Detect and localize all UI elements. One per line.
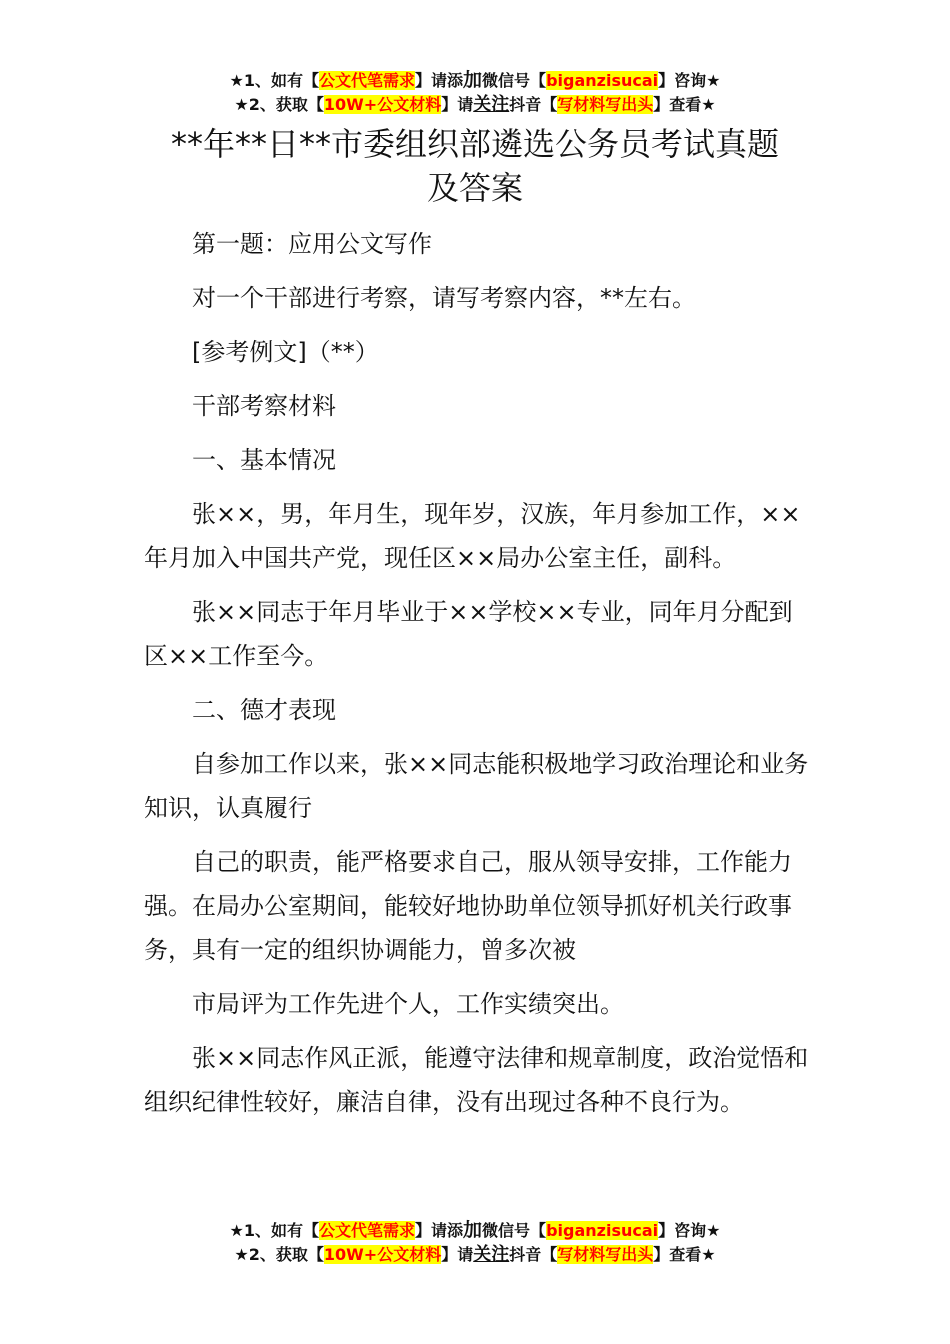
title-line-1: **年**日**市委组织部遴选公务员考试真题 bbox=[170, 125, 779, 163]
banner-text: 微信号【 bbox=[482, 71, 547, 90]
banner-line-2 bbox=[0, 1243, 950, 1267]
banner-text: ★2、获取【 bbox=[234, 1245, 324, 1264]
banner-text: ★2、获取【 bbox=[234, 95, 324, 114]
banner-line-1 bbox=[0, 1218, 950, 1243]
paragraph: 第一题：应用公文写作 bbox=[192, 230, 432, 258]
banner-text: 加 bbox=[463, 1219, 483, 1241]
banner-text: 微信号【 bbox=[482, 1221, 547, 1240]
paragraph: 二、德才表现 bbox=[192, 696, 336, 724]
banner-highlight: 公文代笔需求 bbox=[319, 1221, 416, 1240]
title-line-2: 及答案 bbox=[426, 169, 523, 207]
banner-text: 】咨询★ bbox=[658, 1221, 721, 1240]
banner-text: 抖音【 bbox=[509, 1245, 558, 1264]
footer-banner bbox=[0, 1218, 950, 1267]
banner-line-2 bbox=[0, 93, 950, 117]
banner-text: 】请 bbox=[441, 95, 474, 114]
document-body bbox=[144, 222, 814, 1134]
paragraph: 自己的职责，能严格要求自己，服从领导安排，工作能力强。在局办公室期间，能较好地协助单位领导抓好机关行政事务，具有一定的组织协调能力，曾多次被 bbox=[144, 848, 792, 964]
banner-text: 加 bbox=[463, 69, 483, 91]
banner-text: ★1、如有【 bbox=[229, 1221, 319, 1240]
banner-text: 】查看★ bbox=[653, 95, 716, 114]
banner-line-1 bbox=[0, 68, 950, 93]
banner-text: 关注 bbox=[473, 94, 510, 115]
paragraph: 张××同志作风正派，能遵守法律和规章制度，政治觉悟和组织纪律性较好，廉洁自律，没有出现过各种不良行为。 bbox=[144, 1044, 809, 1116]
banner-text: 关注 bbox=[473, 1244, 510, 1265]
banner-highlight: 10W+公文材料 bbox=[323, 1245, 442, 1264]
banner-text: 】咨询★ bbox=[658, 71, 721, 90]
paragraph: 一、基本情况 bbox=[192, 446, 336, 474]
paragraph: [参考例文]（**） bbox=[192, 338, 379, 366]
banner-text: 】查看★ bbox=[653, 1245, 716, 1264]
banner-highlight: 写材料写出头 bbox=[557, 1245, 654, 1264]
paragraph: 市局评为工作先进个人，工作实绩突出。 bbox=[192, 990, 624, 1018]
banner-highlight: 公文代笔需求 bbox=[319, 71, 416, 90]
document-title bbox=[100, 122, 850, 210]
banner-text: ★1、如有【 bbox=[229, 71, 319, 90]
banner-highlight: 写材料写出头 bbox=[557, 95, 654, 114]
banner-text: 】请添 bbox=[415, 71, 464, 90]
banner-wechat-id: biganzisucai bbox=[546, 1221, 659, 1240]
paragraph: 张××同志于年月毕业于××学校××专业，同年月分配到区××工作至今。 bbox=[144, 598, 793, 670]
paragraph: 对一个干部进行考察，请写考察内容，**左右。 bbox=[192, 284, 696, 312]
banner-text: 】请 bbox=[441, 1245, 474, 1264]
header-banner bbox=[0, 68, 950, 117]
paragraph: 干部考察材料 bbox=[192, 392, 336, 420]
banner-wechat-id: biganzisucai bbox=[546, 71, 659, 90]
banner-text: 】请添 bbox=[415, 1221, 464, 1240]
banner-text: 抖音【 bbox=[509, 95, 558, 114]
paragraph: 自参加工作以来，张××同志能积极地学习政治理论和业务知识，认真履行 bbox=[144, 750, 809, 822]
paragraph: 张××，男，年月生，现年岁，汉族，年月参加工作，××年月加入中国共产党，现任区××局办公室主任，副科。 bbox=[144, 500, 801, 572]
banner-highlight: 10W+公文材料 bbox=[323, 95, 442, 114]
